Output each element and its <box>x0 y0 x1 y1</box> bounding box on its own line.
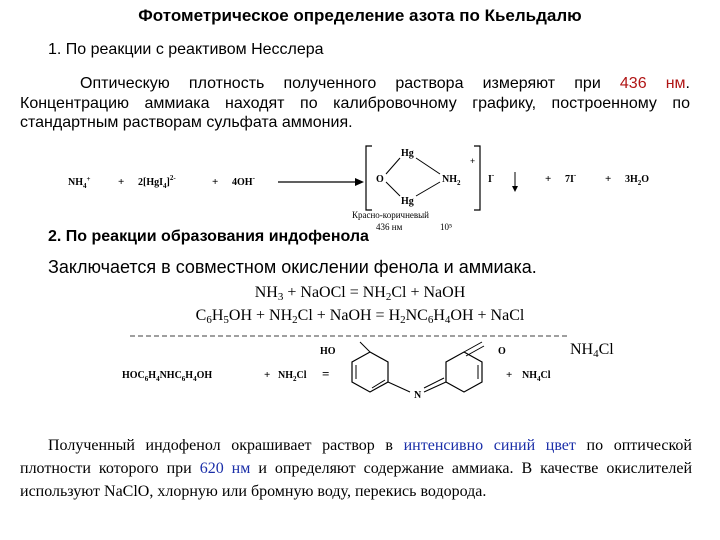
hg-atom-top: Hg <box>401 148 414 159</box>
section-1-paragraph <box>20 74 690 133</box>
paragraph-text: Оптическую плотность полученного раствора измеряют при <box>80 75 601 92</box>
paragraph-text: по оптической плотности которого при <box>20 437 692 477</box>
product-water: $3H_2O$ <box>625 174 650 187</box>
product-iodide: 7I- <box>565 171 577 185</box>
product-ammonium-chloride-label: NH4Cl <box>570 341 614 360</box>
iodide-ion: I- <box>488 171 495 185</box>
precipitate-arrowhead-icon <box>512 186 518 192</box>
reactant-tetraiodomercurate: $2[HgI_4]^{2-}$ <box>138 174 176 190</box>
paragraph-text: . Концентрацию аммиака находят по калибровочному графику, построенному по стандартным растворам сульфата аммония. <box>20 75 690 131</box>
bond <box>416 158 440 174</box>
equals-sign: = <box>322 366 330 381</box>
double-bond <box>466 346 484 356</box>
left-bracket <box>366 146 372 210</box>
section-1-heading: 1. По реакции с реактивом Несслера <box>48 41 324 58</box>
color-highlight: интенсивно синий цвет <box>403 437 576 454</box>
carbonyl-oxygen: O <box>498 346 506 357</box>
bond <box>360 342 370 352</box>
nitrogen-atom: N <box>414 390 422 401</box>
equation-2: $C_6H_5OH + NH_2Cl$ + NaOH = $H_2NC_6H_4OH$ + NaCl <box>195 307 525 326</box>
bond <box>416 182 440 196</box>
complex-wavelength: 436 нм <box>376 222 403 232</box>
plus-sign: + <box>545 173 552 185</box>
reactant-ammonium: $NH_4^+$ <box>68 175 91 190</box>
section-3-paragraph <box>20 434 692 503</box>
complex-epsilon: 10⁵ <box>440 222 453 232</box>
bond <box>424 382 446 392</box>
bond <box>386 158 400 174</box>
bond <box>464 342 482 352</box>
hg-atom-bottom: Hg <box>401 196 414 207</box>
plus-sign: + <box>118 176 125 188</box>
complex-caption: Красно-коричневый <box>352 210 429 220</box>
nh2-group: $NH_2$ <box>442 174 461 187</box>
bond <box>388 382 410 392</box>
plus-sign: + <box>264 369 271 381</box>
wavelength-highlight: 436 нм <box>619 75 686 92</box>
equation-1: $NH_3$ + NaOCl = $NH_2Cl$ + NaOH <box>254 284 466 303</box>
reactant-dihydroxydiphenylamine: $HOC_6H_4NHC_6H_4OH$ <box>122 370 213 383</box>
section-2-lead: Заключается в совместном окислении фенола и аммиака. <box>48 257 537 277</box>
plus-sign: + <box>605 173 612 185</box>
charge-plus: + <box>470 156 476 166</box>
plus-sign: + <box>506 369 513 381</box>
page-title: Фотометрическое определение азота по Кьельдалю <box>138 6 582 25</box>
oxygen-atom: O <box>376 174 384 185</box>
reactant-chloramine: $NH_2Cl$ <box>278 370 307 383</box>
indophenol-reaction-scheme <box>110 330 630 410</box>
section-2-heading: 2. По реакции образования индофенола <box>48 228 369 245</box>
nessler-reaction-scheme <box>60 144 680 232</box>
product-ammonium-chloride: $NH_4Cl$ <box>522 370 551 383</box>
double-bond <box>424 378 444 388</box>
paragraph-text: и определяют содержание аммиака. В качестве окислителей используют NaClO, хлорную или бромную воду, перекись водорода. <box>20 460 693 500</box>
benzene-ring-left <box>352 352 388 392</box>
reactant-hydroxide: 4OH- <box>232 174 255 188</box>
hydroxyl-group: HO <box>320 346 336 357</box>
wavelength-highlight: 620 нм <box>199 460 251 477</box>
plus-sign: + <box>212 176 219 188</box>
bond <box>386 182 400 196</box>
arrowhead-icon <box>355 178 364 186</box>
paragraph-text: Полученный индофенол окрашивает раствор в <box>48 437 393 454</box>
quinone-ring-right <box>446 352 482 392</box>
